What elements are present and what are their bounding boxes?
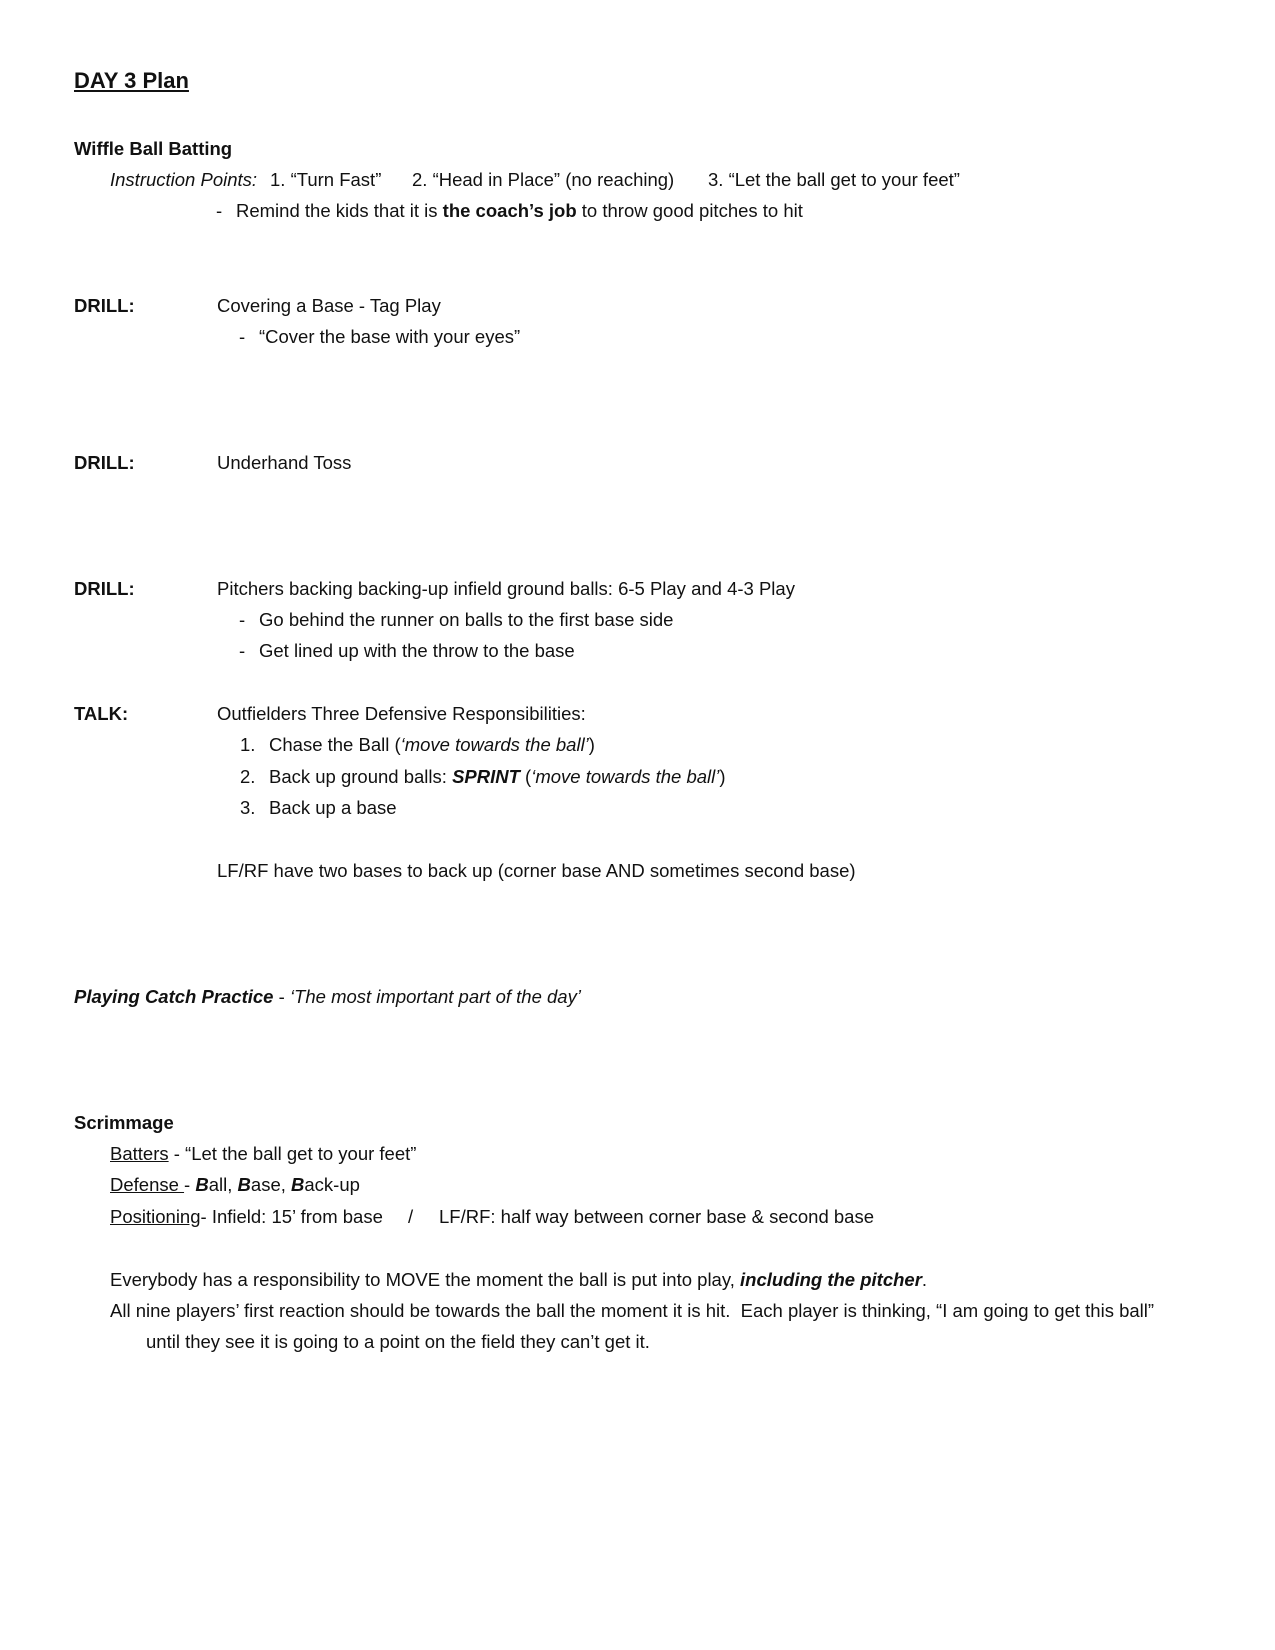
drill-bullet (239, 640, 575, 662)
reminder-bold: the coach’s job (442, 200, 577, 221)
list-italic: ‘move towards the ball’ (531, 766, 720, 787)
list-item (240, 766, 726, 788)
list-number: 3. (240, 797, 256, 818)
talk-note: LF/RF have two bases to back up (corner base AND sometimes second base) (217, 860, 856, 881)
reminder-post: to throw good pitches to hit (576, 200, 803, 221)
list-text: ) (719, 766, 726, 787)
defense-letter: B (195, 1174, 209, 1195)
reminder-pre: Remind the kids that it is (236, 200, 443, 221)
batters-label: Batters (110, 1143, 169, 1164)
positioning-label: Positioning (110, 1206, 201, 1227)
list-text: Back up a base (269, 797, 397, 818)
batters-text: - “Let the ball get to your feet” (168, 1143, 417, 1164)
instruction-point-1: 1. “Turn Fast” (270, 169, 382, 190)
talk-text: Outfielders Three Defensive Responsibilities: (217, 703, 586, 724)
page-title: DAY 3 Plan (74, 68, 189, 93)
defense-letter: B (291, 1174, 305, 1195)
list-item (240, 734, 595, 756)
drill-text: Underhand Toss (217, 452, 352, 473)
list-bold-italic: SPRINT (452, 766, 520, 787)
defense-letter: B (237, 1174, 251, 1195)
positioning-line (110, 1206, 383, 1228)
defense-sep: - (184, 1174, 196, 1195)
drill-text: Pitchers backing backing-up infield ground balls: 6-5 Play and 4-3 Play (217, 578, 795, 599)
defense-text: all, (208, 1174, 238, 1195)
bullet-dash: - (216, 200, 223, 221)
bullet-text: Get lined up with the throw to the base (259, 640, 575, 661)
defense-label: Defense (110, 1174, 185, 1195)
reminder-line (216, 200, 803, 222)
positioning-text-2: LF/RF: half way between corner base & second base (439, 1206, 874, 1227)
instruction-label: Instruction Points: (110, 169, 258, 190)
positioning-text: - Infield: 15’ from base (200, 1206, 383, 1227)
bullet-text: Go behind the runner on balls to the first base side (259, 609, 674, 630)
catch-sep: - (273, 986, 290, 1007)
list-item (240, 797, 397, 819)
positioning-slash: / (408, 1206, 414, 1227)
instruction-point-2: 2. “Head in Place” (no reaching) (412, 169, 675, 190)
drill-bullet (239, 326, 520, 348)
drill-label: DRILL: (74, 578, 135, 599)
paragraph-text: Everybody has a responsibility to MOVE the moment the ball is put into play, (110, 1269, 740, 1290)
instruction-point-3: 3. “Let the ball get to your feet” (708, 169, 960, 190)
batters-line (110, 1143, 416, 1165)
drill-bullet (239, 609, 673, 631)
catch-line (74, 986, 581, 1008)
bullet-text: “Cover the base with your eyes” (259, 326, 521, 347)
wiffle-heading: Wiffle Ball Batting (74, 138, 233, 159)
bullet-dash: - (239, 326, 246, 347)
paragraph-text: . (921, 1269, 928, 1290)
catch-quote: ‘The most important part of the day’ (289, 986, 581, 1007)
list-text: ) (588, 734, 595, 755)
drill-label: DRILL: (74, 295, 135, 316)
paragraph-line: All nine players’ first reaction should be towards the ball the moment it is hit. Each player is thinking, “I am going to get this ball” (110, 1300, 1155, 1321)
scrimmage-heading: Scrimmage (74, 1112, 174, 1133)
catch-heading: Playing Catch Practice (74, 986, 274, 1007)
list-number: 1. (240, 734, 256, 755)
list-number: 2. (240, 766, 256, 787)
list-text: Chase the Ball ( (269, 734, 401, 755)
paragraph-line: until they see it is going to a point on the field they can’t get it. (146, 1331, 650, 1352)
paragraph-emphasis: including the pitcher (740, 1269, 922, 1290)
bullet-dash: - (239, 609, 246, 630)
list-italic: ‘move towards the ball’ (400, 734, 589, 755)
paragraph (110, 1269, 927, 1291)
talk-label: TALK: (74, 703, 129, 724)
list-text: Back up ground balls: (269, 766, 453, 787)
defense-text: ase, (250, 1174, 292, 1195)
defense-text: ack-up (304, 1174, 360, 1195)
drill-label: DRILL: (74, 452, 135, 473)
defense-line (110, 1174, 360, 1196)
list-text: ( (519, 766, 532, 787)
bullet-dash: - (239, 640, 246, 661)
drill-text: Covering a Base - Tag Play (217, 295, 441, 316)
